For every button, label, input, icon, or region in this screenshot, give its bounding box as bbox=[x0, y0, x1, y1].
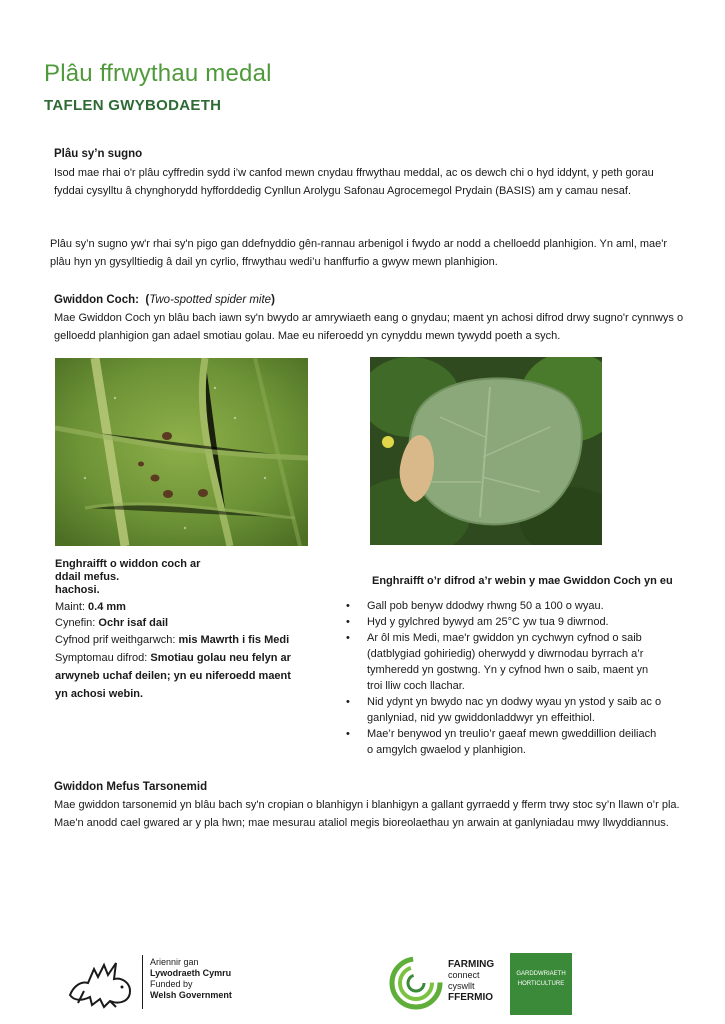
page-subtitle: TAFLEN GWYBODAETH bbox=[44, 97, 222, 114]
size-value: 0.4 mm bbox=[88, 601, 126, 613]
intro-paragraph-2: Plâu sy’n sugno yw'r rhai sy'n pigo gan ddefnyddio gên-rannau arbenigol i fwydo ar nodd a chelloedd planhigion. Yn aml, mae'r plâu hyn yn gysylltiedig â dail yn cyrlio, ffrwythau wedi’u hanffurfio a gwyw mewn planhigion. bbox=[50, 238, 667, 268]
fc-line-1: FARMING bbox=[448, 959, 495, 970]
spider-mite-facts-list bbox=[343, 598, 663, 758]
dragon-icon bbox=[64, 955, 136, 1009]
left-caption-line-2: ddail mefus. bbox=[55, 571, 120, 583]
welsh-government-logo bbox=[64, 955, 244, 1015]
section-heading-tarsonemid: Gwiddon Mefus Tarsonemid bbox=[54, 781, 208, 793]
period-label: Cyfnod prif weithgarwch: bbox=[55, 634, 179, 646]
period-row bbox=[55, 631, 305, 649]
size-row bbox=[55, 599, 305, 615]
list-item: • Gall pob benyw ddodwy rhwng 50 a 100 o wyau. bbox=[343, 598, 663, 614]
left-caption-line-3: hachosi. bbox=[55, 584, 100, 596]
fc-line-2: connect bbox=[448, 970, 480, 980]
size-label: Maint: bbox=[55, 601, 89, 613]
section-heading-sucking-pests: Plâu sy’n sugno bbox=[54, 148, 143, 160]
farming-connect-text bbox=[448, 959, 494, 1003]
spider-mite-damage-photo bbox=[370, 357, 602, 545]
farming-connect-swirl-icon bbox=[388, 955, 444, 1011]
intro-paragraph-1: Isod mae rhai o'r plâu cyffredin sydd i’w canfod mewn cnydau ffrwythau meddal, ac os dewch chi o hyd iddynt, y peth gorau fyddai cysylltu â chynghorydd hyfforddedig Cynllun Arolygu Safonau Agrocemegol Prydain (BASIS) am y camau nesaf. bbox=[54, 167, 654, 197]
fc-line-4: FFERMIO bbox=[448, 992, 493, 1003]
spider-mite-paragraph: Mae Gwiddon Coch yn blâu bach iawn sy'n bwydo ar amrywiaeth eang o gnydau; maent yn achosi difrod drwy sugno'r cynnwys o gelloedd planhigion gan adael smotiau golau. Mae eu niferoedd yn cynyddu mewn tywydd poeth a sych. bbox=[54, 312, 684, 342]
list-item: • Ar ôl mis Medi, mae'r gwiddon yn cychwyn cyfnod o saib (datblygiad gohiriedig) oherwydd y diwrnodau byrrach a’r tymheredd yn gostwng. Yn y cyfnod hwn o saib, maent yn troi lliw coch llachar. bbox=[343, 630, 663, 694]
wg-line-2: Lywodraeth Cymru bbox=[150, 968, 232, 978]
spider-mite-heading-cy: Gwiddon Coch: bbox=[54, 294, 139, 306]
spider-mite-heading-en: Two-spotted spider mite bbox=[149, 294, 272, 306]
hort-line-2: HORTICULTURE bbox=[517, 981, 565, 987]
fc-line-3: cyswllt bbox=[448, 981, 475, 991]
page-title: Plâu ffrwythau medal bbox=[44, 60, 272, 87]
horticulture-badge bbox=[510, 953, 572, 1015]
symptoms-row bbox=[55, 649, 305, 703]
location-label: Cynefin: bbox=[55, 617, 99, 629]
list-item: • Hyd y gylchred bywyd am 25°C yw tua 9 diwrnod. bbox=[343, 614, 663, 630]
section-heading-spider-mite bbox=[54, 294, 275, 306]
spider-mite-heading-close: ) bbox=[271, 294, 275, 306]
right-caption-title: Enghraifft o’r difrod a’r webin y mae Gwiddon Coch yn eu bbox=[372, 575, 673, 587]
tarsonemid-paragraph: Mae gwiddon tarsonemid yn blâu bach sy'n cropian o blanhigyn i blanhigyn a gallant gyrraedd y fferm trwy stoc sy’n llawn o’r pla. Mae'n anodd cael gwared ar y pla hwn; mae mesurau ataliol megis bioreolaethau yn arwain at ganlyniadau mwy llwyddiannus. bbox=[54, 799, 680, 829]
list-item: • Nid ydynt yn bwydo nac yn dodwy wyau yn ystod y saib ac o ganlyniad, nid yw gwiddonladdwyr yn effeithiol. bbox=[343, 694, 663, 726]
location-row bbox=[55, 615, 305, 631]
horticulture-badge-text bbox=[512, 969, 570, 989]
left-caption bbox=[55, 558, 305, 703]
list-item: • Mae’r benywod yn treulio’r gaeaf mewn gweddillion deiliach o amgylch gwaelod y planhigion. bbox=[343, 726, 663, 758]
farming-connect-logo bbox=[388, 955, 508, 1015]
wg-line-3: Funded by bbox=[150, 979, 193, 989]
symptoms-label: Symptomau difrod: bbox=[55, 652, 151, 664]
wg-line-4: Welsh Government bbox=[150, 990, 232, 1000]
period-value: mis Mawrth i fis Medi bbox=[178, 634, 290, 646]
logo-divider bbox=[142, 955, 143, 1009]
symptoms-value: Smotiau golau neu felyn ar arwyneb uchaf deilen; yn eu niferoedd maent yn achosi webin. bbox=[55, 652, 291, 700]
wg-line-1: Ariennir gan bbox=[150, 957, 199, 967]
location-value: Ochr isaf dail bbox=[98, 617, 169, 629]
spider-mite-heading-open: ( bbox=[145, 294, 150, 306]
left-caption-line-1: Enghraifft o widdon coch ar bbox=[55, 558, 201, 570]
welsh-government-text bbox=[150, 957, 250, 1001]
spider-mite-leaf-photo bbox=[55, 358, 308, 546]
hort-line-1: GARDDWRIAETH bbox=[516, 971, 566, 977]
